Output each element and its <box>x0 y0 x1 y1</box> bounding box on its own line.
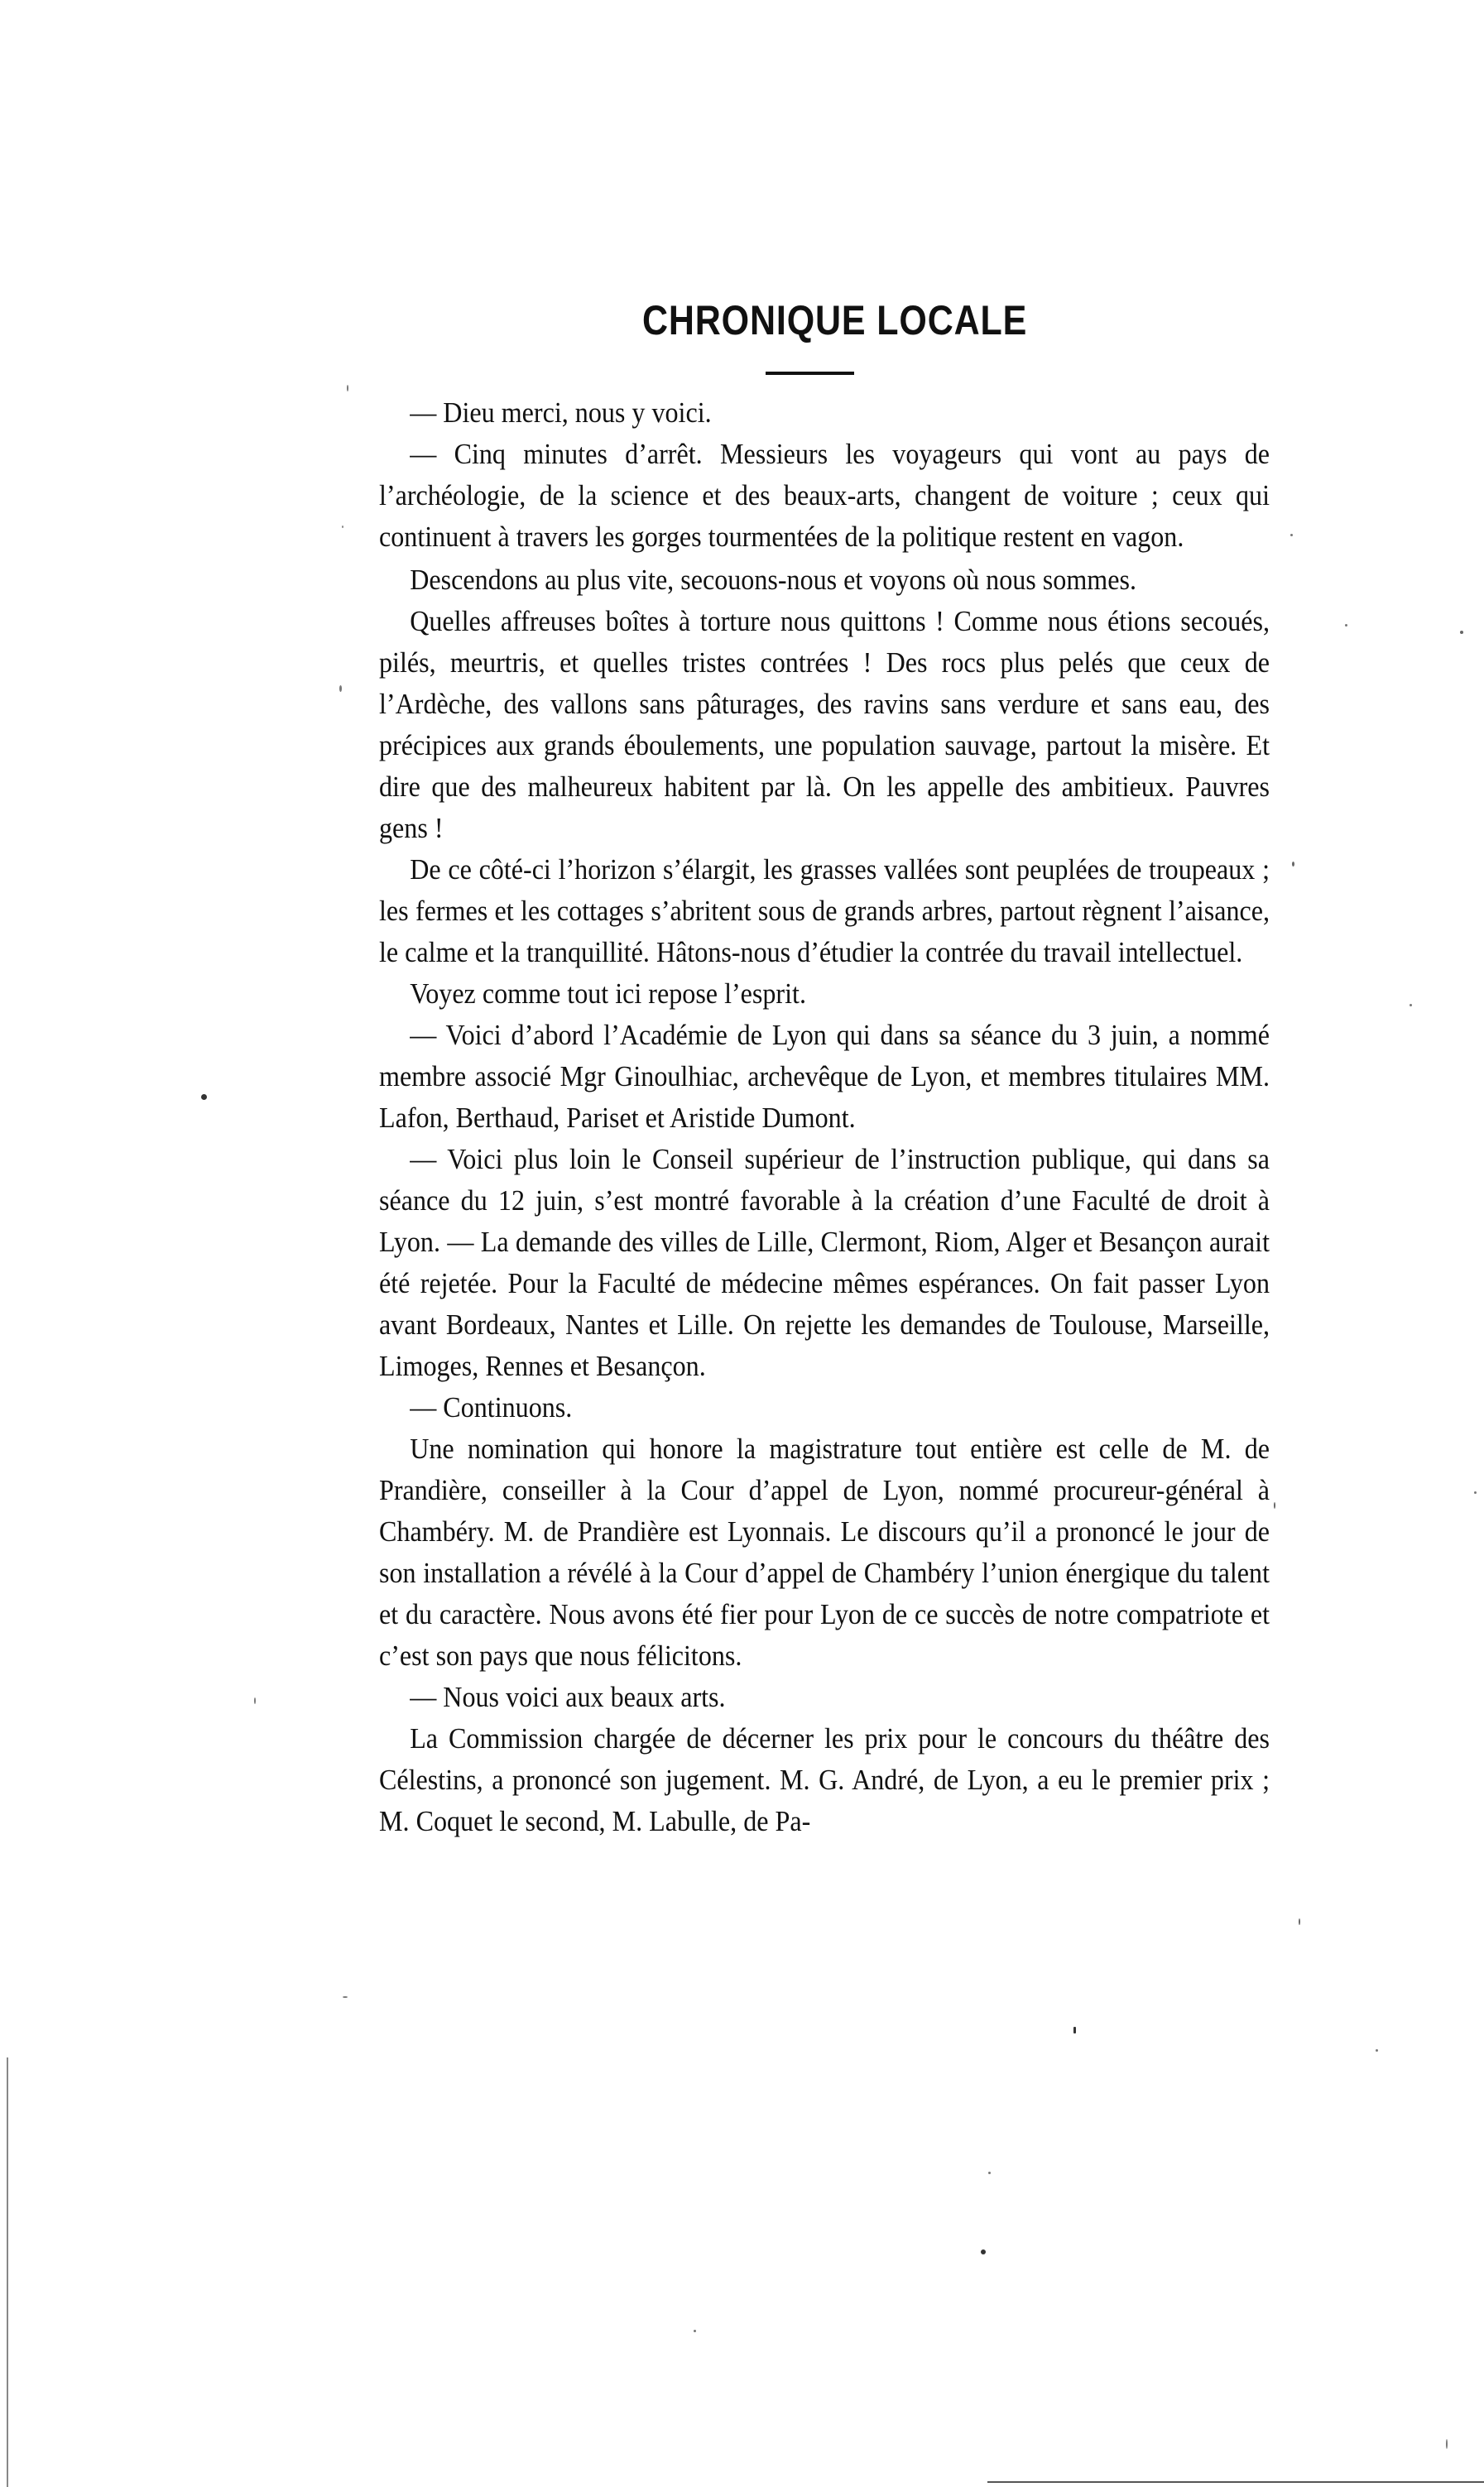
scan-speck <box>988 2172 991 2174</box>
paragraph: Une nomination qui honore la magistrature tout entière est celle de M. de Prandière, conseiller à la Cour d’appel de Lyon, nommé procureur-général à Chambéry. M. de Prandière est Lyonnais. Le discours qu’il a prononcé le jour de son installation a révélé à la Cour d’appel de Chambéry l’union énergique du talent et du caractère. Nous avons été fier pour Lyon de ce succès de notre compatriote et c’est son pays que nous félicitons. <box>379 1433 1270 1672</box>
paragraph: — Nous voici aux beaux arts. <box>410 1682 726 1713</box>
paragraph: — Voici d’abord l’Académie de Lyon qui dans sa séance du 3 juin, a nommé membre associé Mgr Ginoulhiac, archevêque de Lyon, et membres titulaires MM. Lafon, Berthaud, Pariset et Aristide Dumont. <box>379 1020 1270 1134</box>
paragraph: Quelles affreuses boîtes à torture nous quittons ! Comme nous étions secoués, pilés, meurtris, et quelles tristes contrées ! Des rocs plus pelés que ceux de l’Ardèche, des vallons sans pâturages, des ravins sans verdure et sans eau, des précipices aux grands éboulements, une population sauvage, partout la misère. Et dire que des malheureux habitent par là. On les appelle des ambitieux. Pauvres gens ! <box>379 606 1270 844</box>
scan-speck <box>254 1697 256 1704</box>
paragraph: — Voici plus loin le Conseil supérieur de l’instruction publique, qui dans sa séance du 12 juin, s’est montré favorable à la création d’une Faculté de droit à Lyon. — La demande des villes de Lille, Clermont, Riom, Alger et Besançon aurait été rejetée. Pour la Faculté de médecine mêmes espérances. On fait passer Lyon avant Bordeaux, Nantes et Lille. On rejette les demandes de Toulouse, Marseille, Limoges, Rennes et Besançon. <box>379 1144 1270 1382</box>
paragraph: — Dieu merci, nous y voici. <box>410 397 712 429</box>
paragraph: — Cinq minutes d’arrêt. Messieurs les voyageurs qui vont au pays de l’archéologie, de la science et des beaux-arts, changent de voiture ; ceux qui continuent à travers les gorges tourmentées de la politique restent en vagon. <box>379 439 1270 553</box>
paragraph: La Commission chargée de décerner les prix pour le concours du théâtre des Célestins, a prononcé son jugement. M. G. André, de Lyon, a eu le premier prix ; M. Coquet le second, M. Labulle, de Pa- <box>379 1723 1270 1837</box>
scan-speck <box>343 1996 348 1998</box>
scan-speck <box>694 2330 696 2332</box>
scan-speck <box>1474 1491 1477 1494</box>
scan-speck <box>1274 1502 1275 1509</box>
scan-speck <box>1290 534 1293 536</box>
scan-bottom-line <box>987 2481 1484 2483</box>
page-title: CHRONIQUE LOCALE <box>641 297 1028 343</box>
scan-speck <box>1299 1918 1300 1925</box>
scan-speck <box>1292 862 1294 867</box>
scan-speck <box>339 685 342 692</box>
paragraph: Voyez comme tout ici repose l’esprit. <box>410 978 806 1010</box>
title-rule <box>766 372 854 375</box>
paragraph: Descendons au plus vite, secouons-nous et voyons où nous sommes. <box>410 564 1137 596</box>
scan-speck <box>1460 631 1463 634</box>
scan-speck <box>981 2249 986 2254</box>
scan-speck <box>201 1094 207 1100</box>
scan-speck <box>347 385 348 391</box>
scan-speck <box>342 526 343 528</box>
paragraph: De ce côté-ci l’horizon s’élargit, les grasses vallées sont peuplées de troupeaux ; les fermes et les cottages s’abritent sous de grands arbres, partout règnent l’aisance, le calme et la tranquillité. Hâtons-nous d’étudier la contrée du travail intellectuel. <box>379 854 1270 968</box>
scan-speck <box>1073 2027 1076 2033</box>
scan-speck <box>1446 2439 1448 2449</box>
paragraph: — Continuons. <box>410 1392 573 1424</box>
scan-speck <box>1376 2049 1378 2052</box>
article-body <box>379 392 1270 1842</box>
scan-edge-line <box>7 2057 8 2487</box>
scan-speck <box>1345 624 1347 627</box>
scan-speck <box>1410 1004 1412 1006</box>
